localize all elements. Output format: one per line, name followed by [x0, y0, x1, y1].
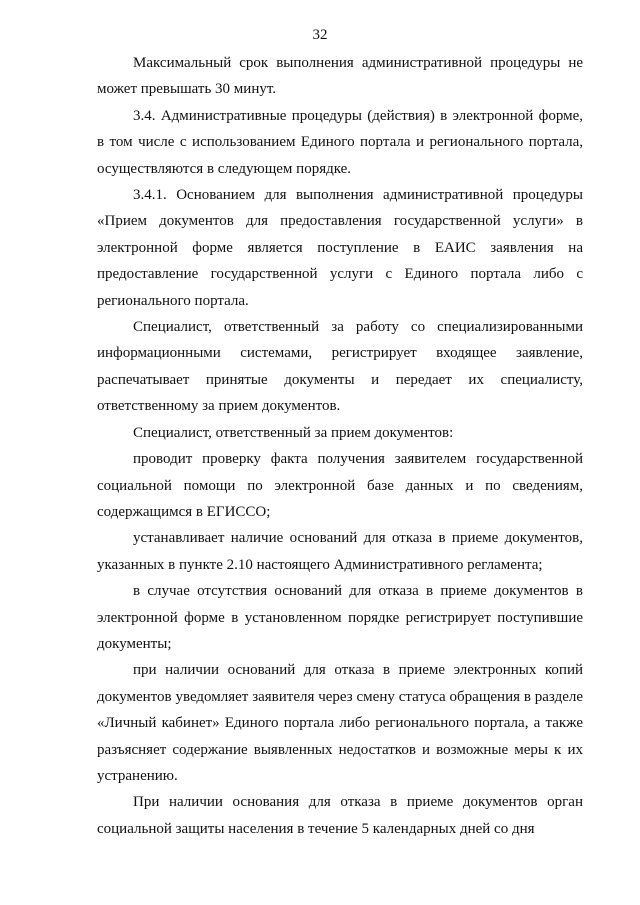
paragraph-3-4: 3.4. Административные процедуры (действия) в электронной форме, в том числе с использованием Единого портала и регионального портала, осуществляются в следующем порядке.: [97, 107, 583, 177]
list-item-register: в случае отсутствия оснований для отказа в приеме документов в электронной форме в установленном порядке регистрирует поступившие документы;: [97, 583, 583, 652]
paragraph-3-4-1: 3.4.1. Основанием для выполнения административной процедуры «Прием документов для предоставления государственной услуги» в электронной форме является поступление в ЕАИС заявления на предоставление государственной услуги с Единого портала либо с регионального портала.: [97, 187, 583, 309]
document-body: [97, 50, 583, 842]
paragraph-specialist-intake: Специалист, ответственный за прием документов:: [133, 424, 454, 441]
paragraph-max-time: Максимальный срок выполнения административной процедуры не может превышать 30 минут.: [97, 55, 583, 98]
page-number: 32: [312, 27, 328, 43]
list-item-grounds: устанавливает наличие оснований для отказа в приеме документов, указанных в пункте 2.10 настоящего Административного регламента;: [97, 530, 583, 573]
list-item-check: проводит проверку факта получения заявителем государственной социальной помощи по электронной базе данных и по сведениям, содержащимся в ЕГИССО;: [97, 451, 583, 520]
paragraph-specialist-is: Специалист, ответственный за работу со специализированными информационными системами, регистрирует входящее заявление, распечатывает принятые документы и передает их специалисту, ответственному за прием документов.: [97, 319, 583, 415]
paragraph-refusal: При наличии основания для отказа в приеме документов орган социальной защиты населения в течение 5 календарных дней со дня: [97, 794, 583, 837]
list-item-notify: при наличии оснований для отказа в приеме электронных копий документов уведомляет заявителя через смену статуса обращения в разделе «Личный кабинет» Единого портала либо регионального портала, а также разъясняет содержание выявленных недостатков и возможные меры к их устранению.: [97, 662, 583, 784]
